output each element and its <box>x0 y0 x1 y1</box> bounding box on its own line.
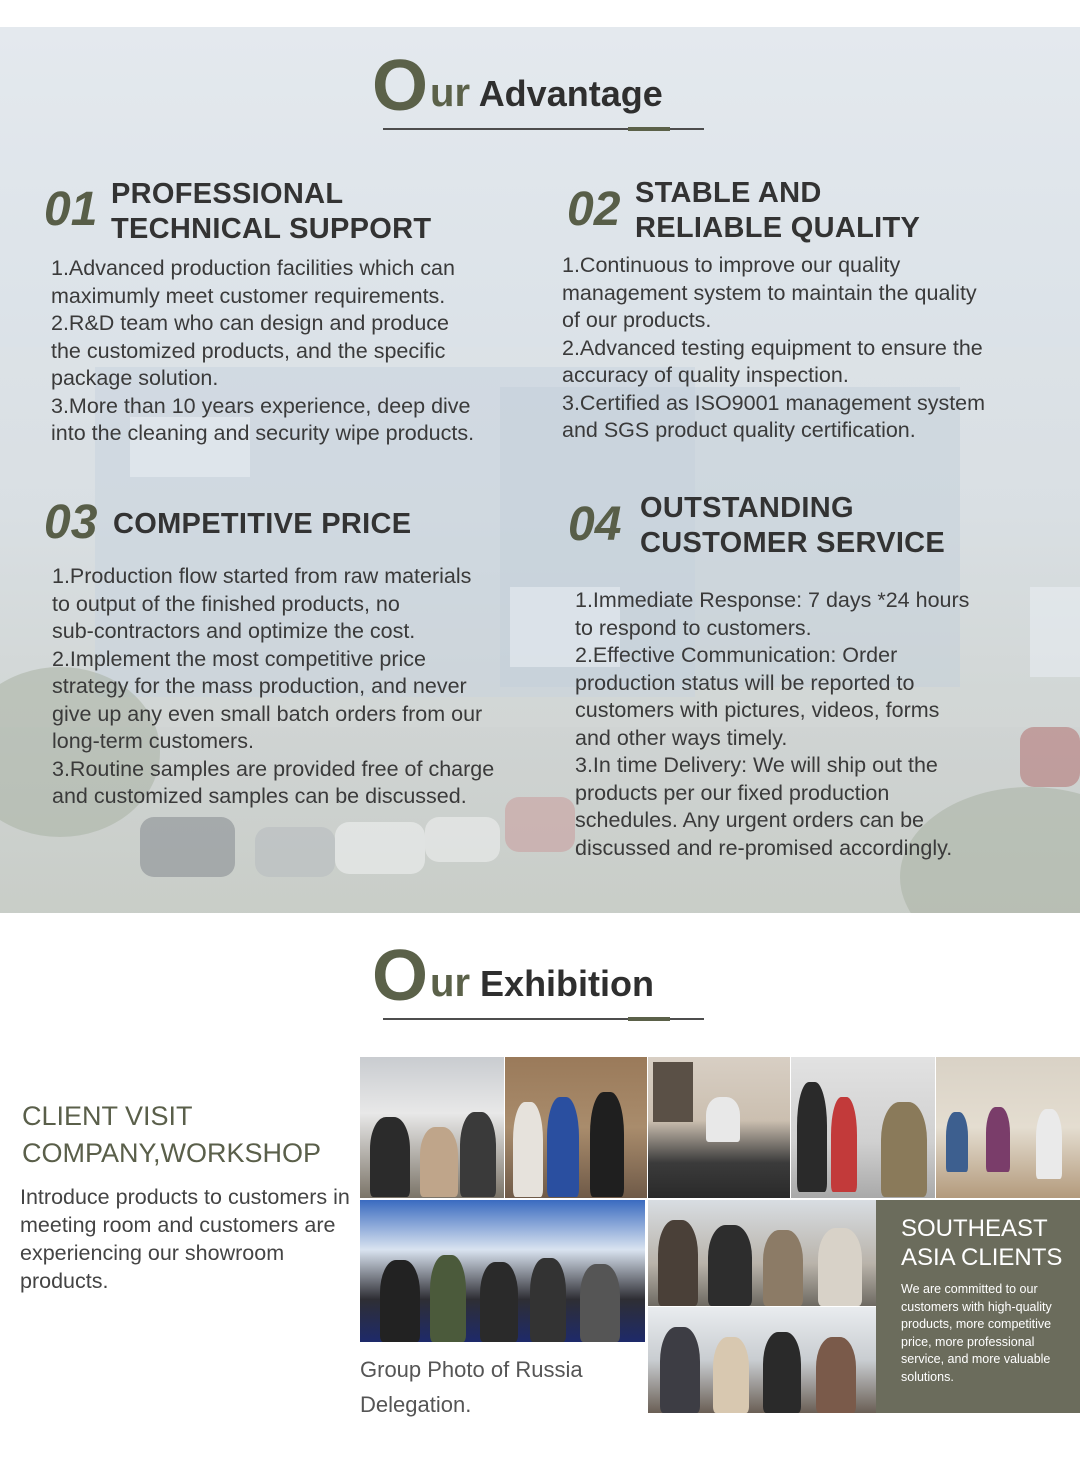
photo-person <box>946 1112 968 1172</box>
photo-person <box>530 1258 566 1342</box>
photo-person <box>380 1260 420 1342</box>
photo-person <box>831 1097 857 1192</box>
title-initial: O <box>372 46 429 126</box>
photo-person <box>430 1255 466 1342</box>
photo-person <box>816 1337 856 1413</box>
advantage-heading-04: OUTSTANDING CUSTOMER SERVICE <box>640 492 946 559</box>
photo-person <box>370 1117 410 1197</box>
photo-person <box>797 1082 827 1192</box>
photo-person <box>580 1264 620 1342</box>
advantage-number-04: 04 <box>568 498 622 551</box>
photo-person <box>818 1228 862 1306</box>
advantage-heading-01: PROFESSIONAL TECHNICAL SUPPORT <box>111 178 432 245</box>
photo-person <box>713 1337 749 1413</box>
title-underline-accent <box>628 1017 670 1021</box>
photo-person <box>986 1107 1010 1172</box>
title-word: Exhibition <box>480 963 655 1004</box>
advantage-body-04: 1.Immediate Response: 7 days *24 hours to respond to customers. 2.Effective Communication: Order production status will be reported to customers with pictures, videos, forms and other ways timely. 3.In time Delivery: We will ship out the products per our fixed production schedules. Any urgent orders can be discussed and re-promised accordingly. <box>575 588 970 860</box>
russia-delegation-photo <box>360 1200 645 1342</box>
factory-floor-photo <box>936 1057 1080 1198</box>
photo-person <box>763 1332 801 1413</box>
title-rest <box>430 963 654 1004</box>
photo-person <box>420 1127 458 1197</box>
background-car <box>335 822 425 874</box>
background-car <box>140 817 235 877</box>
expo-visitors-photo <box>648 1307 876 1413</box>
title-initial: O <box>372 936 429 1016</box>
advantage-body-02: 1.Continuous to improve our quality management system to maintain the quality of our products. 2.Advanced testing equipment to ensure the accuracy of quality inspection. 3.Certified as ISO9001 management system and SGS product quality certification. <box>562 253 986 442</box>
photo-shelf <box>653 1062 693 1122</box>
advantage-body-03: 1.Production flow started from raw materials to output of the finished products, no sub-contractors and optimize the cost. 2.Implement the most competitive price strategy for the mass production, and never give up any even small batch orders from our long-term customers. 3.Routine samples are provided free of charge and customized samples can be discussed. <box>52 564 495 808</box>
advantage-number-03: 03 <box>44 496 98 549</box>
photo-person <box>763 1230 803 1306</box>
background-car <box>425 817 500 862</box>
workshop-visit-photo <box>791 1057 935 1198</box>
southeast-asia-title: SOUTHEAST ASIA CLIENTS <box>901 1215 1063 1271</box>
photo-person <box>660 1327 700 1413</box>
russia-caption: Group Photo of Russia Delegation. <box>360 1357 583 1417</box>
title-ur: ur <box>430 961 471 1005</box>
photo-person <box>706 1097 740 1142</box>
client-visit-body: Introduce products to customers in meeting room and customers are experiencing our showroom products. <box>20 1185 350 1293</box>
photo-person <box>460 1112 496 1197</box>
photo-person <box>513 1102 543 1197</box>
meeting-room-photo <box>360 1057 504 1198</box>
advantage-title <box>372 46 663 126</box>
advantage-number-01: 01 <box>44 183 98 236</box>
background-car <box>255 827 335 877</box>
client-visit-title: CLIENT VISIT COMPANY,WORKSHOP <box>22 1101 322 1168</box>
showroom-visit-photo <box>505 1057 647 1198</box>
expo-booth-photo <box>648 1200 876 1306</box>
office-desk-photo <box>648 1057 790 1198</box>
photo-person <box>547 1097 579 1197</box>
title-word: Advantage <box>478 73 663 114</box>
photo-person <box>708 1225 752 1306</box>
title-underline-accent <box>628 127 670 131</box>
advantage-body-01: 1.Advanced production facilities which can maximumly meet customer requirements. 2.R&D team who can design and produce the customized products, and the specific package solution. 3.More than 10 years experience, deep dive into the cleaning and security wipe products. <box>51 256 475 445</box>
exhibition-title <box>372 936 655 1016</box>
advantage-heading-03: COMPETITIVE PRICE <box>113 508 412 540</box>
photo-person <box>480 1262 518 1342</box>
photo-person <box>658 1220 698 1306</box>
southeast-asia-panel <box>876 1200 1080 1413</box>
title-rest <box>430 73 663 114</box>
southeast-asia-body: We are committed to our customers with high-quality products, more competitive price, more professional service, and more valuable solutions. <box>901 1282 1052 1384</box>
advantage-number-02: 02 <box>567 183 621 236</box>
advantage-heading-02: STABLE AND RELIABLE QUALITY <box>635 177 921 244</box>
photo-person <box>1036 1109 1062 1179</box>
title-ur: ur <box>430 71 471 115</box>
photo-person <box>590 1092 624 1197</box>
photo-person <box>881 1102 927 1197</box>
